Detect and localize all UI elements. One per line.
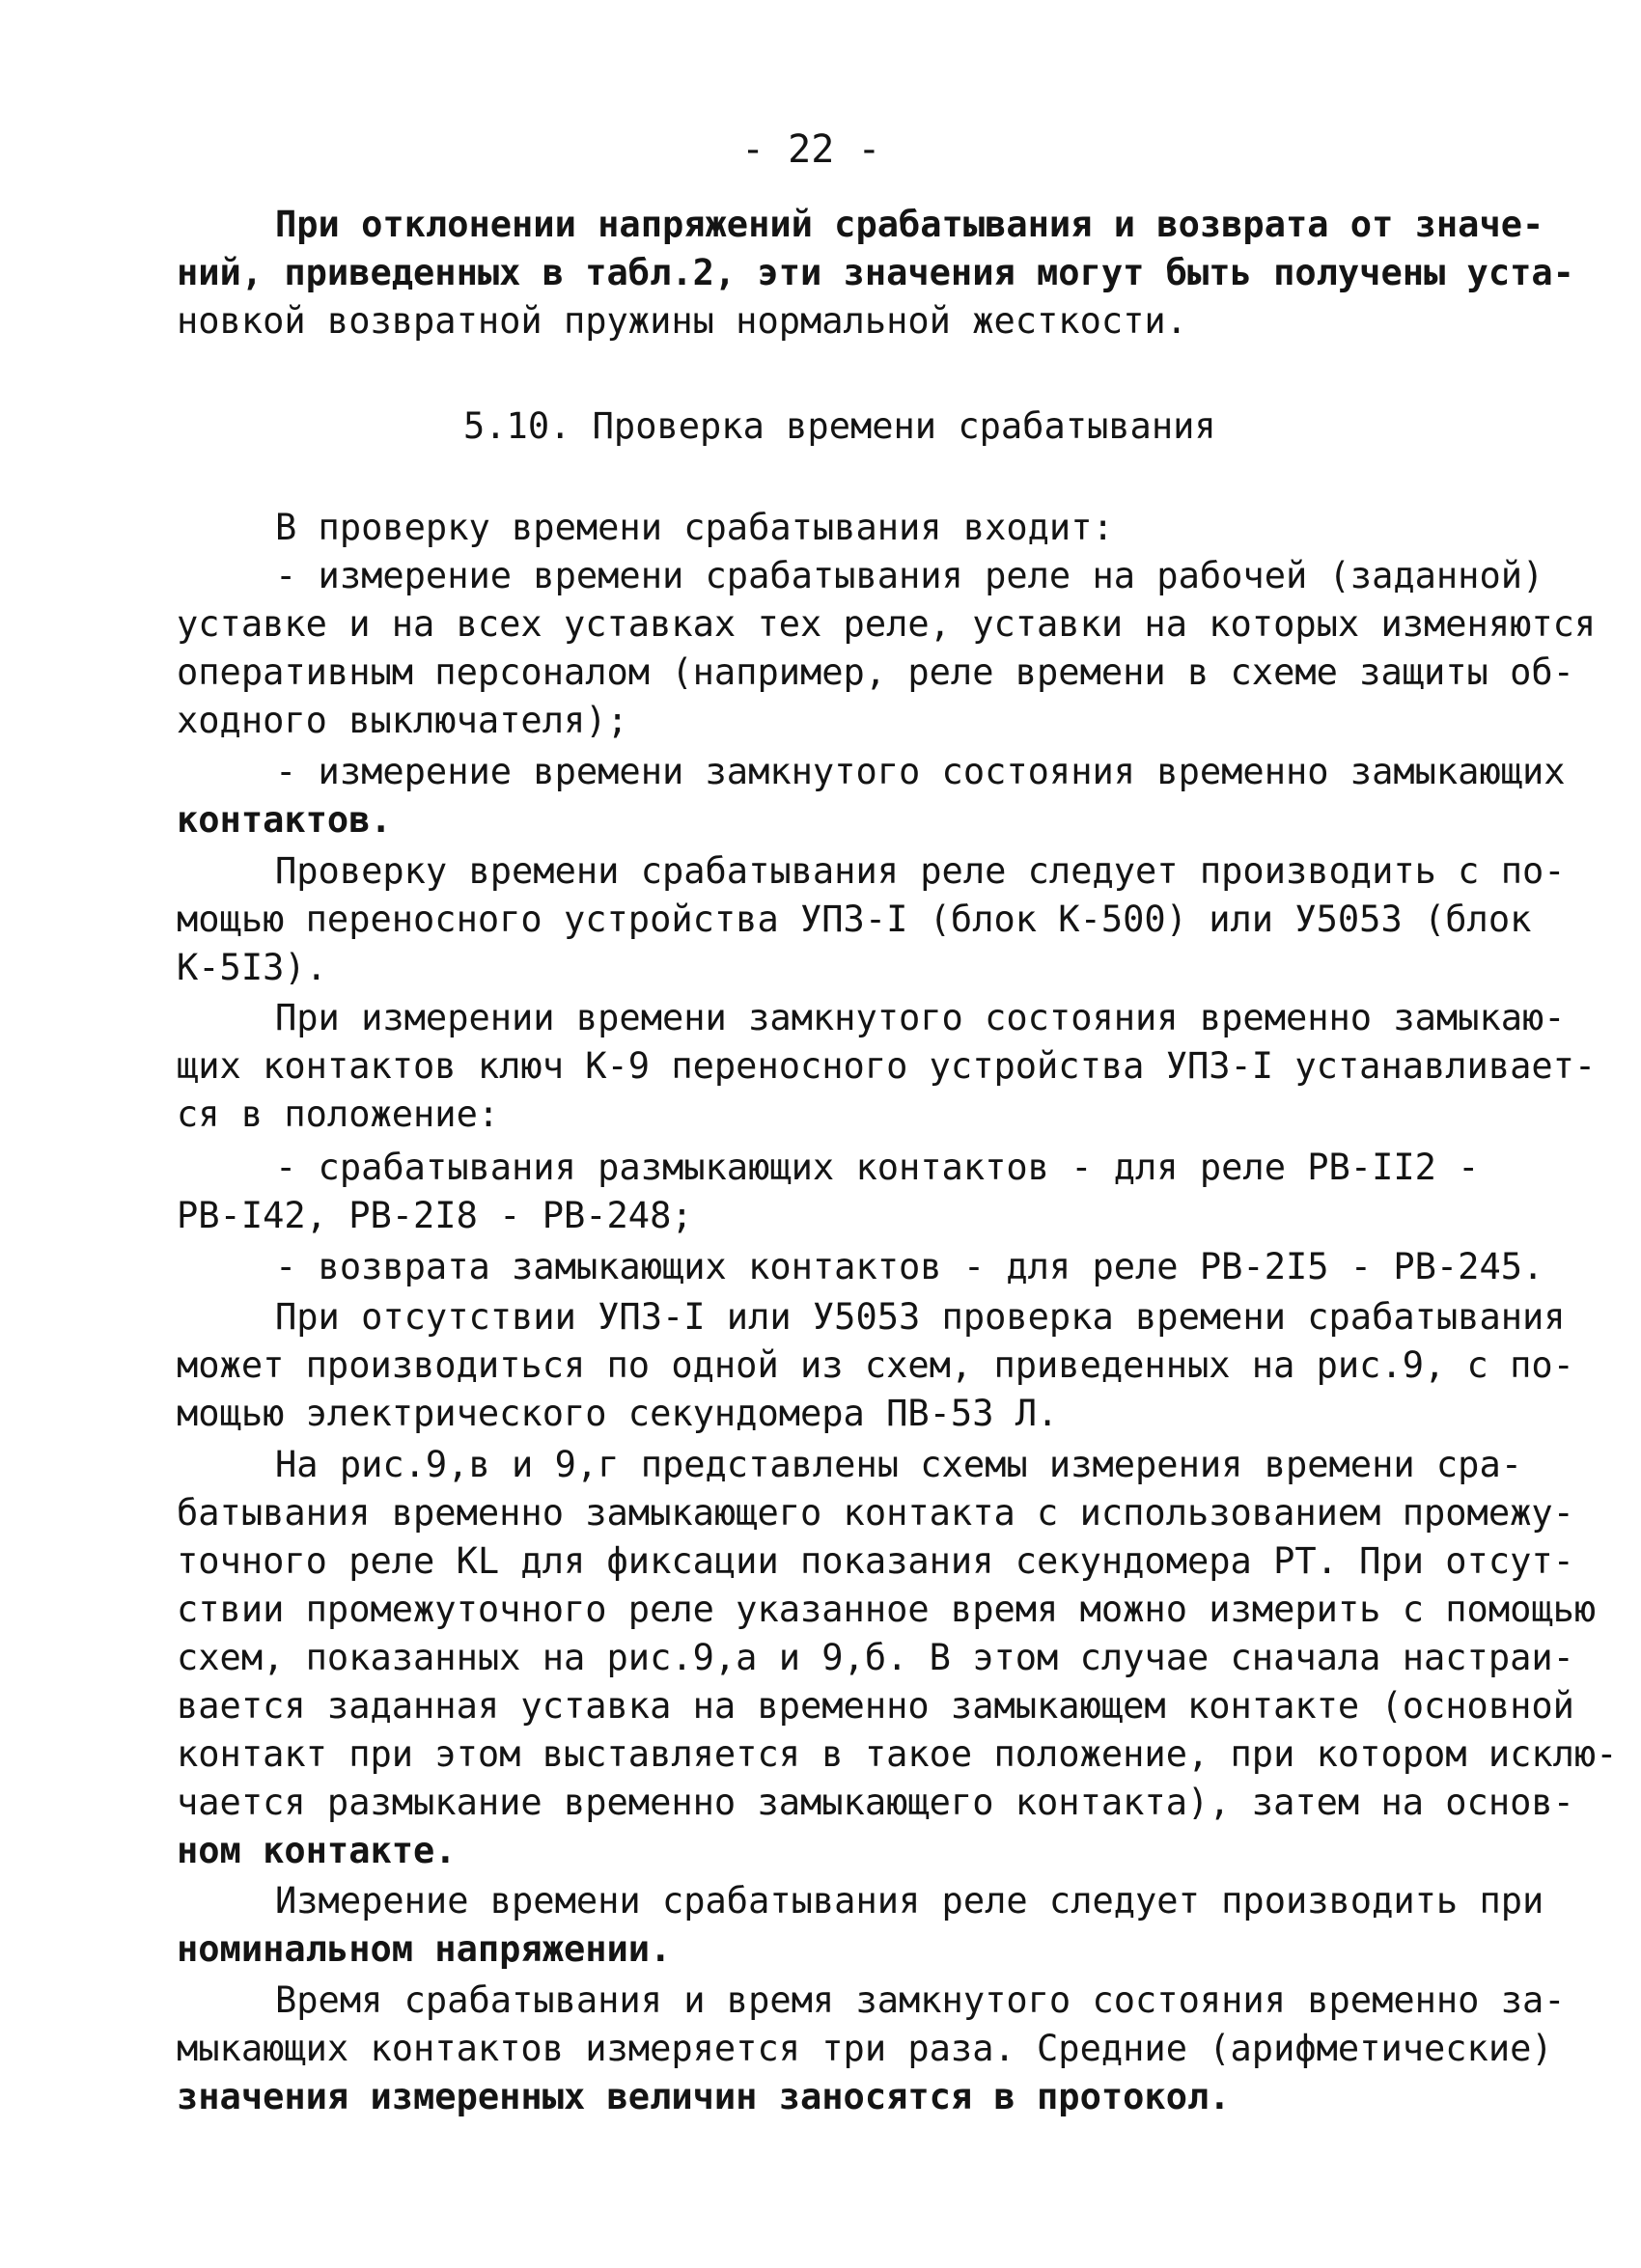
text-line: контакт при этом выставляется в такое положение, при котором исклю- (177, 1733, 1618, 1775)
text-line: На рис.9,в и 9,г представлены схемы измерения времени сра- (275, 1444, 1523, 1485)
text-line: точного реле KL для фиксации показания секундомера РТ. При отсут- (177, 1540, 1574, 1582)
text-line: - возврата замыкающих контактов - для реле РВ-2I5 - РВ-245. (275, 1246, 1544, 1287)
text-line: - измерение времени замкнутого состояния временно замыкающих (275, 751, 1566, 792)
text-line: вается заданная уставка на временно замыкающем контакте (основной (177, 1685, 1574, 1727)
text-line: схем, показанных на рис.9,а и 9,б. В этом случае сначала настраи- (177, 1637, 1574, 1678)
text-line: Время срабатывания и время замкнутого состояния временно за- (275, 1979, 1566, 2021)
text-line: - срабатывания размыкающих контактов - для реле РВ-II2 - (275, 1147, 1480, 1188)
text-line: уставке и на всех уставках тех реле, уставки на которых изменяются (177, 603, 1597, 645)
section-heading: 5.10. Проверка времени срабатывания (463, 405, 1216, 447)
text-line: мыкающих контактов измеряется три раза. Средние (арифметические) (177, 2028, 1553, 2069)
text-line: номинальном напряжении. (177, 1928, 672, 1970)
text-line: - измерение времени срабатывания реле на рабочей (заданной) (275, 555, 1544, 596)
text-line: При отсутствии УПЗ-I или У5053 проверка времени срабатывания (275, 1296, 1566, 1338)
text-line: контактов. (177, 799, 392, 841)
text-line: ся в положение: (177, 1093, 500, 1135)
text-line: ний, приведенных в табл.2, эти значения могут быть получены уста- (177, 252, 1574, 293)
text-line: ходного выключателя); (177, 700, 628, 741)
text-line: батывания временно замыкающего контакта с использованием промежу- (177, 1492, 1574, 1534)
text-line: мощью электрического секундомера ПВ-53 Л. (177, 1393, 1059, 1434)
text-line: В проверку времени срабатывания входит: (275, 507, 1114, 548)
text-line: оперативным персоналом (например, реле времени в схеме защиты об- (177, 651, 1574, 693)
text-line: ном контакте. (177, 1830, 457, 1871)
text-line: значения измеренных величин заносятся в протокол. (177, 2076, 1231, 2117)
text-line: Проверку времени срабатывания реле следует производить с по- (275, 850, 1566, 892)
text-line: мощью переносного устройства УПЗ-I (блок К-500) или У5053 (блок (177, 899, 1532, 940)
text-line: К-5I3). (177, 947, 327, 988)
text-line: Измерение времени срабатывания реле следует производить при (275, 1880, 1544, 1922)
text-line: РВ-I42, РВ-2I8 - РВ-248; (177, 1195, 693, 1236)
text-line: новкой возвратной пружины нормальной жесткости. (177, 300, 1187, 342)
text-line: ствии промежуточного реле указанное время можно измерить с помощью (177, 1589, 1597, 1630)
text-line: При отклонении напряжений срабатывания и возврата от значе- (275, 204, 1544, 245)
text-line: чается размыкание временно замыкающего контакта), затем на основ- (177, 1782, 1574, 1823)
text-line: щих контактов ключ К-9 переносного устройства УПЗ-I устанавливает- (177, 1045, 1597, 1087)
text-line: может производиться по одной из схем, приведенных на рис.9, с по- (177, 1344, 1574, 1386)
text-line: При измерении времени замкнутого состояния временно замыкаю- (275, 997, 1566, 1038)
page-number: - 22 - (741, 127, 881, 172)
